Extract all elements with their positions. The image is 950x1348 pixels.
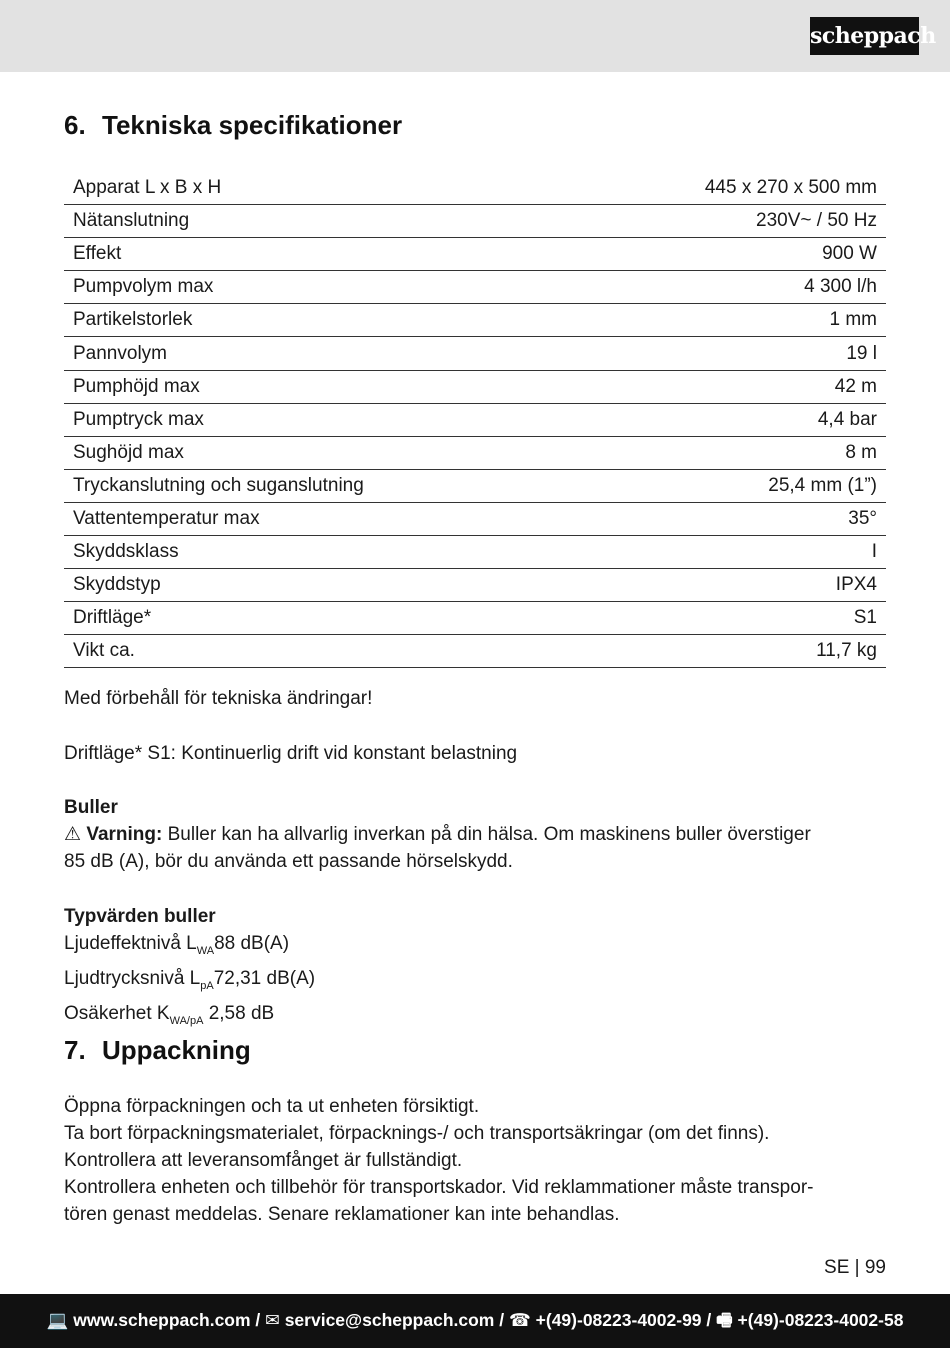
fax-number: +(49)-08223-4002-58 [737,1310,904,1330]
noise-heading: Buller [64,797,118,818]
spec-row [64,635,886,668]
spec-row [64,470,886,503]
noise-subscript: WA/pA [169,1015,204,1027]
spec-label: Vattentemperatur max [73,507,260,529]
spec-table [64,172,886,668]
noise-value-line [64,1000,315,1035]
spec-label: Pumptryck max [73,408,204,430]
spec-row [64,437,886,470]
spec-label: Skyddsklass [73,541,179,563]
noise-label: Ljudtrycksnivå L [64,968,201,989]
spec-row [64,271,886,304]
spec-row [64,503,886,536]
noise-label: Ljudeffektnivå L [64,933,197,954]
spec-row [64,404,886,437]
spec-value: 35° [848,507,877,529]
spec-label: Skyddstyp [73,574,161,596]
spec-row [64,569,886,602]
noise-value: 88 dB(A) [214,933,290,954]
spec-value: 4 300 l/h [804,276,877,298]
section-6-heading [64,110,402,141]
section-number: 6. [64,110,86,140]
noise-subscript: pA [200,980,214,992]
spec-value: IPX4 [835,574,877,596]
spec-row [64,536,886,569]
spec-row [64,337,886,370]
spec-label: Nätanslutning [73,210,190,232]
spec-row [64,602,886,635]
spec-value: S1 [853,607,877,629]
spec-value: 11,7 kg [816,640,877,662]
typical-noise-values [64,903,315,1035]
spec-label: Driftläge* [73,607,152,629]
phone-number[interactable]: +(49)-08223-4002-99 [535,1310,702,1330]
spec-row [64,371,886,404]
warning-label: Varning: [86,824,163,845]
reservation-note: Med förbehåll för tekniska ändringar! [64,688,373,709]
noise-value-line [64,965,315,1000]
spec-row [64,205,886,238]
footer-bar [0,1294,950,1348]
unpacking-text [64,1093,813,1228]
warning-text: Buller kan ha allvarlig inverkan på din hälsa. Om maskinens buller överstiger [162,824,811,845]
noise-value: 72,31 dB(A) [213,968,316,989]
email-link[interactable]: service@scheppach.com [284,1310,495,1330]
spec-label: Pumpvolym max [73,276,214,298]
phone-icon: ☎ [508,1310,531,1330]
spec-row [64,304,886,337]
unpacking-line: tören genast meddelas. Senare reklamationer kan inte behandlas. [64,1204,620,1225]
spec-value: 900 W [822,243,877,265]
unpacking-line: Öppna förpackningen och ta ut enheten försiktigt. [64,1096,480,1117]
spec-label: Vikt ca. [73,640,135,662]
separator: / [494,1310,509,1330]
fax-icon: 🖷 [716,1310,733,1330]
warning-icon: ⚠ [64,824,82,845]
spec-value: 19 l [846,342,877,364]
section-number: 7. [64,1035,86,1065]
spec-value: 445 x 270 x 500 mm [704,177,877,199]
noise-warning [64,821,811,848]
noise-subscript: WA [196,945,215,957]
spec-value: 8 m [845,441,877,463]
warning-text-continued: 85 dB (A), bör du använda ett passande hörselskydd. [64,851,513,872]
spec-value: 1 mm [829,309,877,331]
section-7-heading [64,1035,251,1066]
spec-label: Tryckanslutning och suganslutning [73,474,364,496]
spec-row [64,172,886,205]
computer-icon: 💻 [46,1310,69,1330]
spec-label: Sughöjd max [73,441,184,463]
separator: / [701,1310,717,1330]
spec-row [64,238,886,271]
spec-value: 42 m [834,375,877,397]
section-title: Tekniska specifikationer [102,110,403,140]
spec-label: Pumphöjd max [73,375,200,397]
spec-label: Pannvolym [73,342,167,364]
noise-value: 2,58 dB [203,1003,275,1024]
page-number: SE | 99 [824,1257,886,1278]
mail-icon: ✉ [265,1310,280,1330]
spec-label: Partikelstorlek [73,309,193,331]
spec-value: 230V~ / 50 Hz [756,210,877,232]
unpacking-line: Ta bort förpackningsmaterialet, förpacknings-/ och transportsäkringar (om det finns). [64,1123,770,1144]
noise-value-line [64,930,315,965]
typical-noise-heading: Typvärden buller [64,906,216,927]
spec-value: 25,4 mm (1”) [768,474,877,496]
website-link[interactable]: www.scheppach.com [73,1310,251,1330]
section-title: Uppackning [102,1035,251,1065]
noise-section [64,794,811,875]
unpacking-line: Kontrollera enheten och tillbehör för transportskador. Vid reklammationer måste transpor- [64,1177,814,1198]
noise-label: Osäkerhet K [64,1003,170,1024]
unpacking-line: Kontrollera att leveransomfånget är fullständigt. [64,1150,463,1171]
spec-label: Effekt [73,243,122,265]
spec-label: Apparat L x B x H [73,177,222,199]
spec-value: 4,4 bar [817,408,877,430]
header-bar [0,0,950,72]
operating-mode-note: Driftläge* S1: Kontinuerlig drift vid konstant belastning [64,743,518,764]
spec-value: I [871,541,877,563]
scheppach-logo: scheppach [810,17,919,55]
separator: / [250,1310,266,1330]
